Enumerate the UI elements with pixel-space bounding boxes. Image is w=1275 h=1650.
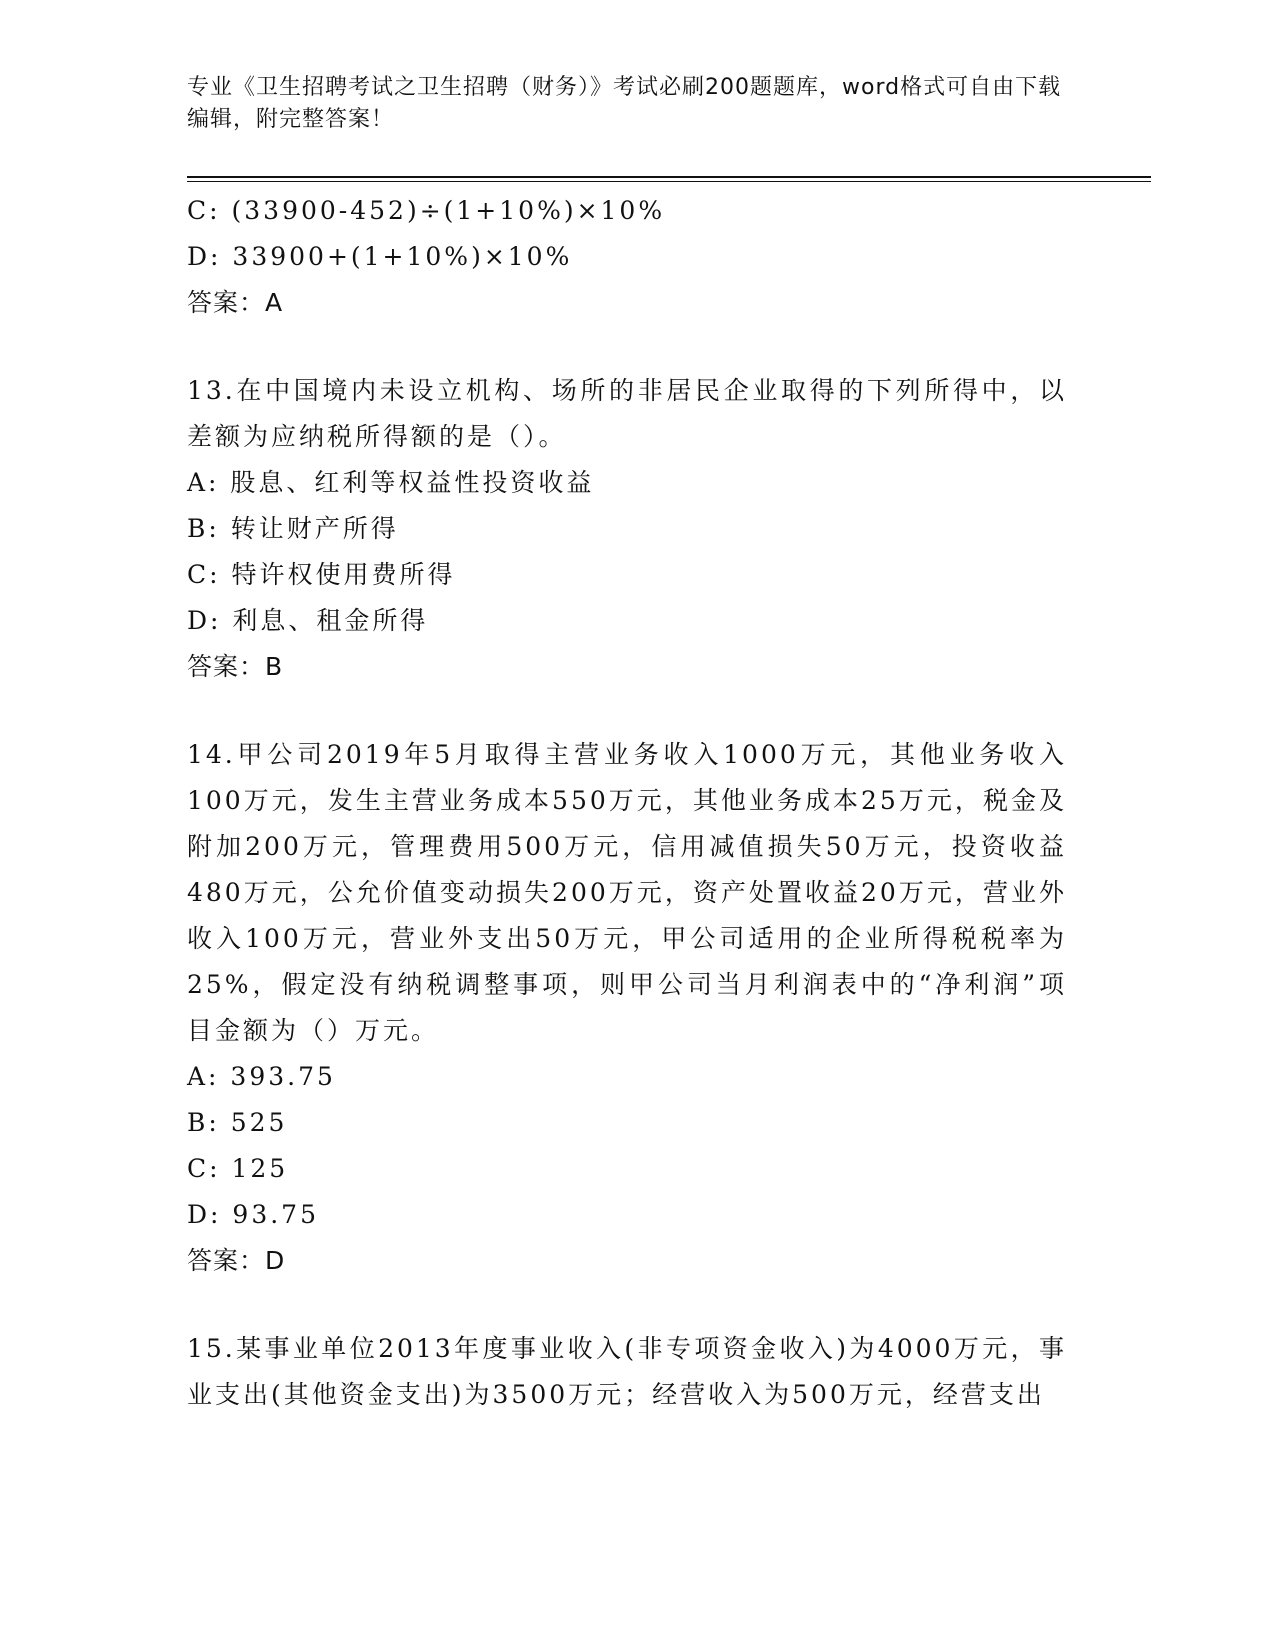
spacer (187, 1284, 1067, 1326)
header-divider-thick (187, 176, 1151, 178)
q13-stem: 13.在中国境内未设立机构、场所的非居民企业取得的下列所得中，以差额为应纳税所得额的是（）。 (187, 376, 1067, 451)
document-header: 专业《卫生招聘考试之卫生招聘（财务）》考试必刷200题题库，word格式可自由下载编辑，附完整答案！ (187, 75, 1062, 132)
header-divider-thin (187, 181, 1151, 182)
q13-option-c: C: 特许权使用费所得 (187, 560, 456, 589)
q12-option-c: C: (33900-452)÷(1+10%)×10% (187, 196, 666, 225)
q13-option-d: D: 利息、租金所得 (187, 606, 429, 635)
q14-stem: 14.甲公司2019年5月取得主营业务收入1000万元，其他业务收入100万元，发生主营业务成本550万元，其他业务成本25万元，税金及附加200万元，管理费用500万元，信用减值损失50万元，投资收益480万元，公允价值变动损失200万元，资产处置收益20万元，营业外收入100万元，营业外支出50万元，甲公司适用的企业所得税税率为25%，假定没有纳税调整事项，则甲公司当月利润表中的“净利润”项目金额为（）万元。 (187, 740, 1068, 1045)
q12-answer: 答案：A (187, 288, 284, 317)
q15-stem: 15.某事业单位2013年度事业收入(非专项资金收入)为4000万元，事业支出(其他资金支出)为3500万元；经营收入为500万元，经营支出 (187, 1334, 1067, 1409)
q13-option-a: A: 股息、红利等权益性投资收益 (187, 468, 595, 497)
document-body (187, 188, 1067, 1418)
q12-option-d: D: 33900+(1+10%)×10% (187, 242, 573, 271)
q13-option-b: B: 转让财产所得 (187, 514, 399, 543)
q14-option-a: A: 393.75 (187, 1062, 336, 1091)
spacer (187, 690, 1067, 732)
q14-option-b: B: 525 (187, 1108, 288, 1137)
spacer (187, 326, 1067, 368)
q14-answer: 答案：D (187, 1246, 286, 1275)
q14-option-d: D: 93.75 (187, 1200, 319, 1229)
q13-answer: 答案：B (187, 652, 284, 681)
q14-option-c: C: 125 (187, 1154, 289, 1183)
